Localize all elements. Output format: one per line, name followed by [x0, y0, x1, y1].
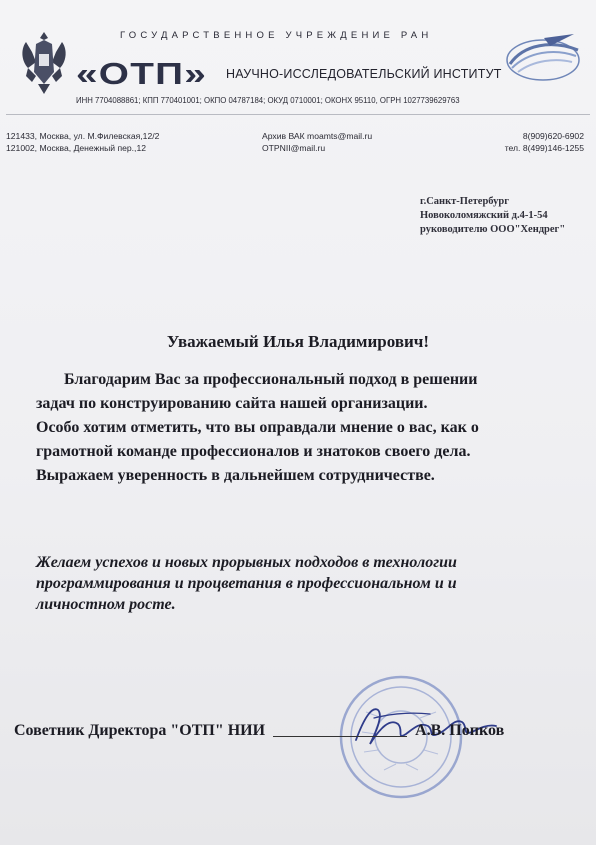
letterhead-divider — [6, 114, 590, 115]
phone-line-2: тел. 8(499)146-1255 — [504, 143, 584, 153]
paragraph-line: задач по конструированию сайта нашей организации. — [36, 395, 428, 412]
address-line-2: 121002, Москва, Денежный пер.,12 — [6, 143, 147, 153]
paragraph-line: Благодарим Вас за профессиональный подход в решении — [64, 371, 478, 388]
paragraph-line: Выражаем уверенность в дальнейшем сотрудничестве. — [36, 467, 435, 484]
contact-addresses — [6, 130, 159, 154]
signatory-position: Советник Директора "ОТП" НИИ — [14, 722, 266, 739]
salutation: Уважаемый Илья Владимирович! — [166, 332, 430, 351]
otp-logo: «ОТП» — [76, 56, 208, 91]
signature-line — [14, 722, 504, 740]
paragraph-line: Особо хотим отметить, что вы оправдали мнение о вас, как о — [36, 419, 479, 436]
wishes-paragraph — [36, 552, 556, 615]
email-line-2: OTPNII@mail.ru — [262, 143, 326, 153]
signature-underline — [273, 736, 407, 737]
contact-phones — [505, 130, 584, 154]
addressee-block — [420, 195, 565, 237]
requisites-line: ИНН 7704088861; КПП 770401001; ОКПО 04787184; ОКУД 0710001; ОКОНХ 95110, ОГРН 1027739629763 — [76, 96, 460, 105]
ras-swoosh-logo-icon — [504, 30, 582, 86]
address-line-1: 121433, Москва, ул. М.Филевская,12/2 — [6, 131, 160, 141]
paragraph-line: личностном росте. — [36, 596, 176, 613]
paragraph-line: Желаем успехов и новых прорывных подходов в технологии — [36, 554, 457, 571]
gratitude-paragraph — [36, 368, 556, 488]
email-line-1: Архив ВАК moamts@mail.ru — [262, 131, 373, 141]
letterhead-title-row — [76, 56, 502, 92]
addressee-city: г.Санкт-Петербург — [420, 196, 509, 207]
government-line: ГОСУДАРСТВЕННОЕ УЧРЕЖДЕНИЕ РАН — [120, 30, 433, 41]
phone-line-1: 8(909)620-6902 — [522, 131, 584, 141]
russian-coat-of-arms-icon — [18, 28, 70, 100]
institute-name: НАУЧНО-ИССЛЕДОВАТЕЛЬСКИЙ ИНСТИТУТ — [226, 67, 502, 81]
paragraph-line: программирования и процветания в профессиональном и и — [36, 575, 457, 592]
paragraph-line: грамотной команде профессионалов и знатоков своего дела. — [36, 443, 471, 460]
addressee-street: Новоколомяжский д.4-1-54 — [420, 210, 548, 221]
signatory-name: А.В. Попков — [415, 722, 505, 739]
addressee-recipient: руководителю ООО"Хендрег" — [420, 224, 566, 235]
contact-emails — [262, 130, 372, 154]
